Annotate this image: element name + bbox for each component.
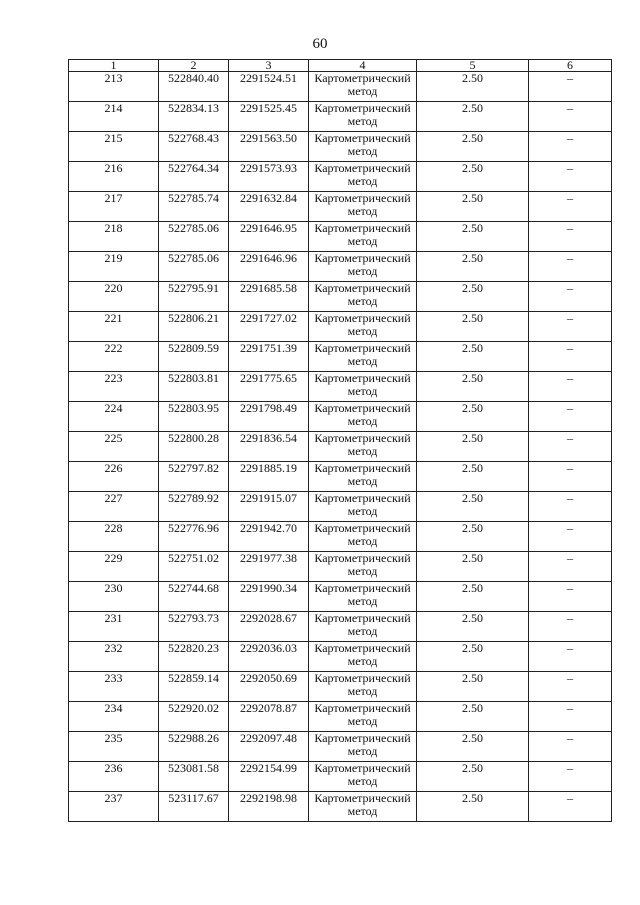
- column-header: 4: [309, 60, 417, 72]
- method-cell: Картометрический метод: [309, 162, 417, 192]
- note-cell: –: [529, 132, 612, 162]
- method-cell: Картометрический метод: [309, 762, 417, 792]
- table-row: [69, 282, 612, 312]
- table-body: [69, 72, 612, 822]
- table-row: [69, 702, 612, 732]
- coordinate-y-cell: 2291573.93: [229, 162, 309, 192]
- coordinate-y-cell: 2292036.03: [229, 642, 309, 672]
- method-cell: Картометрический метод: [309, 492, 417, 522]
- coordinate-x-cell: 522793.73: [159, 612, 229, 642]
- point-number-cell: 235: [69, 732, 159, 762]
- coordinate-x-cell: 522751.02: [159, 552, 229, 582]
- coordinate-y-cell: 2292028.67: [229, 612, 309, 642]
- coordinate-y-cell: 2291632.84: [229, 192, 309, 222]
- coordinate-y-cell: 2291836.54: [229, 432, 309, 462]
- coordinate-y-cell: 2291942.70: [229, 522, 309, 552]
- method-cell: Картометрический метод: [309, 282, 417, 312]
- note-cell: –: [529, 72, 612, 102]
- coordinate-x-cell: 522834.13: [159, 102, 229, 132]
- page-number: 60: [312, 36, 328, 52]
- table-row: [69, 432, 612, 462]
- table-row: [69, 252, 612, 282]
- method-cell: Картометрический метод: [309, 462, 417, 492]
- coordinate-x-cell: 522803.95: [159, 402, 229, 432]
- accuracy-cell: 2.50: [417, 342, 529, 372]
- accuracy-cell: 2.50: [417, 252, 529, 282]
- accuracy-cell: 2.50: [417, 132, 529, 162]
- table-row: [69, 732, 612, 762]
- point-number-cell: 236: [69, 762, 159, 792]
- point-number-cell: 233: [69, 672, 159, 702]
- table-row: [69, 132, 612, 162]
- point-number-cell: 220: [69, 282, 159, 312]
- method-cell: Картометрический метод: [309, 402, 417, 432]
- point-number-cell: 228: [69, 522, 159, 552]
- note-cell: –: [529, 582, 612, 612]
- point-number-cell: 219: [69, 252, 159, 282]
- coordinate-x-cell: 522768.43: [159, 132, 229, 162]
- method-cell: Картометрический метод: [309, 612, 417, 642]
- point-number-cell: 221: [69, 312, 159, 342]
- table-row: [69, 522, 612, 552]
- coordinate-y-cell: 2291646.96: [229, 252, 309, 282]
- coordinate-x-cell: 522920.02: [159, 702, 229, 732]
- point-number-cell: 222: [69, 342, 159, 372]
- column-header: 5: [417, 60, 529, 72]
- note-cell: –: [529, 342, 612, 372]
- table-row: [69, 312, 612, 342]
- table-row: [69, 342, 612, 372]
- table-row: [69, 762, 612, 792]
- point-number-cell: 230: [69, 582, 159, 612]
- method-cell: Картометрический метод: [309, 522, 417, 552]
- note-cell: –: [529, 642, 612, 672]
- coordinate-y-cell: 2291990.34: [229, 582, 309, 612]
- method-cell: Картометрический метод: [309, 732, 417, 762]
- coordinate-x-cell: 522795.91: [159, 282, 229, 312]
- point-number-cell: 217: [69, 192, 159, 222]
- note-cell: –: [529, 252, 612, 282]
- table-row: [69, 642, 612, 672]
- accuracy-cell: 2.50: [417, 162, 529, 192]
- method-cell: Картометрический метод: [309, 672, 417, 702]
- coordinate-y-cell: 2291646.95: [229, 222, 309, 252]
- note-cell: –: [529, 702, 612, 732]
- point-number-cell: 227: [69, 492, 159, 522]
- coordinate-y-cell: 2292078.87: [229, 702, 309, 732]
- accuracy-cell: 2.50: [417, 552, 529, 582]
- coordinates-table: [68, 59, 612, 822]
- table-row: [69, 222, 612, 252]
- coordinate-x-cell: 522744.68: [159, 582, 229, 612]
- column-header: 3: [229, 60, 309, 72]
- coordinate-x-cell: 522785.74: [159, 192, 229, 222]
- method-cell: Картометрический метод: [309, 222, 417, 252]
- accuracy-cell: 2.50: [417, 432, 529, 462]
- coordinate-x-cell: 523117.67: [159, 792, 229, 822]
- note-cell: –: [529, 732, 612, 762]
- coordinate-y-cell: 2292050.69: [229, 672, 309, 702]
- coordinate-y-cell: 2291915.07: [229, 492, 309, 522]
- accuracy-cell: 2.50: [417, 282, 529, 312]
- coordinate-y-cell: 2291751.39: [229, 342, 309, 372]
- coordinate-y-cell: 2291563.50: [229, 132, 309, 162]
- method-cell: Картометрический метод: [309, 702, 417, 732]
- point-number-cell: 226: [69, 462, 159, 492]
- accuracy-cell: 2.50: [417, 462, 529, 492]
- table-row: [69, 372, 612, 402]
- note-cell: –: [529, 222, 612, 252]
- note-cell: –: [529, 432, 612, 462]
- coordinate-y-cell: 2291885.19: [229, 462, 309, 492]
- coordinate-x-cell: 522988.26: [159, 732, 229, 762]
- table-row: [69, 612, 612, 642]
- method-cell: Картометрический метод: [309, 372, 417, 402]
- table-row: [69, 552, 612, 582]
- note-cell: –: [529, 102, 612, 132]
- coordinate-x-cell: 522797.82: [159, 462, 229, 492]
- header-row: [69, 60, 612, 72]
- point-number-cell: 213: [69, 72, 159, 102]
- method-cell: Картометрический метод: [309, 432, 417, 462]
- note-cell: –: [529, 192, 612, 222]
- note-cell: –: [529, 612, 612, 642]
- method-cell: Картометрический метод: [309, 132, 417, 162]
- coordinate-x-cell: 523081.58: [159, 762, 229, 792]
- accuracy-cell: 2.50: [417, 522, 529, 552]
- coordinate-y-cell: 2291524.51: [229, 72, 309, 102]
- accuracy-cell: 2.50: [417, 582, 529, 612]
- accuracy-cell: 2.50: [417, 642, 529, 672]
- accuracy-cell: 2.50: [417, 492, 529, 522]
- method-cell: Картометрический метод: [309, 72, 417, 102]
- method-cell: Картометрический метод: [309, 252, 417, 282]
- coordinate-y-cell: 2292097.48: [229, 732, 309, 762]
- note-cell: –: [529, 492, 612, 522]
- coordinate-x-cell: 522776.96: [159, 522, 229, 552]
- accuracy-cell: 2.50: [417, 792, 529, 822]
- table-row: [69, 492, 612, 522]
- coordinate-x-cell: 522809.59: [159, 342, 229, 372]
- point-number-cell: 231: [69, 612, 159, 642]
- note-cell: –: [529, 282, 612, 312]
- point-number-cell: 224: [69, 402, 159, 432]
- point-number-cell: 237: [69, 792, 159, 822]
- note-cell: –: [529, 312, 612, 342]
- note-cell: –: [529, 792, 612, 822]
- coordinate-y-cell: 2291727.02: [229, 312, 309, 342]
- accuracy-cell: 2.50: [417, 732, 529, 762]
- coordinate-y-cell: 2292154.99: [229, 762, 309, 792]
- point-number-cell: 216: [69, 162, 159, 192]
- table-row: [69, 582, 612, 612]
- coordinate-x-cell: 522785.06: [159, 252, 229, 282]
- accuracy-cell: 2.50: [417, 402, 529, 432]
- accuracy-cell: 2.50: [417, 102, 529, 132]
- accuracy-cell: 2.50: [417, 222, 529, 252]
- point-number-cell: 214: [69, 102, 159, 132]
- accuracy-cell: 2.50: [417, 612, 529, 642]
- method-cell: Картометрический метод: [309, 102, 417, 132]
- note-cell: –: [529, 162, 612, 192]
- note-cell: –: [529, 672, 612, 702]
- coordinate-x-cell: 522820.23: [159, 642, 229, 672]
- table-row: [69, 192, 612, 222]
- accuracy-cell: 2.50: [417, 762, 529, 792]
- coordinate-x-cell: 522789.92: [159, 492, 229, 522]
- accuracy-cell: 2.50: [417, 672, 529, 702]
- table-row: [69, 162, 612, 192]
- method-cell: Картометрический метод: [309, 342, 417, 372]
- accuracy-cell: 2.50: [417, 702, 529, 732]
- note-cell: –: [529, 522, 612, 552]
- table-row: [69, 402, 612, 432]
- point-number-cell: 218: [69, 222, 159, 252]
- point-number-cell: 234: [69, 702, 159, 732]
- coordinate-x-cell: 522840.40: [159, 72, 229, 102]
- method-cell: Картометрический метод: [309, 792, 417, 822]
- coordinate-y-cell: 2291525.45: [229, 102, 309, 132]
- point-number-cell: 229: [69, 552, 159, 582]
- accuracy-cell: 2.50: [417, 312, 529, 342]
- coordinate-y-cell: 2291775.65: [229, 372, 309, 402]
- table-row: [69, 792, 612, 822]
- table-row: [69, 102, 612, 132]
- coordinate-x-cell: 522859.14: [159, 672, 229, 702]
- point-number-cell: 223: [69, 372, 159, 402]
- table-row: [69, 462, 612, 492]
- point-number-cell: 232: [69, 642, 159, 672]
- method-cell: Картометрический метод: [309, 642, 417, 672]
- coordinate-x-cell: 522806.21: [159, 312, 229, 342]
- method-cell: Картометрический метод: [309, 552, 417, 582]
- table-row: [69, 72, 612, 102]
- column-header: 1: [69, 60, 159, 72]
- coordinate-y-cell: 2291685.58: [229, 282, 309, 312]
- coordinate-x-cell: 522785.06: [159, 222, 229, 252]
- accuracy-cell: 2.50: [417, 372, 529, 402]
- point-number-cell: 215: [69, 132, 159, 162]
- note-cell: –: [529, 372, 612, 402]
- accuracy-cell: 2.50: [417, 192, 529, 222]
- note-cell: –: [529, 402, 612, 432]
- coordinate-x-cell: 522800.28: [159, 432, 229, 462]
- note-cell: –: [529, 552, 612, 582]
- coordinate-y-cell: 2291798.49: [229, 402, 309, 432]
- column-header: 6: [529, 60, 612, 72]
- coordinate-x-cell: 522764.34: [159, 162, 229, 192]
- coordinate-y-cell: 2292198.98: [229, 792, 309, 822]
- table-header: [69, 60, 612, 72]
- accuracy-cell: 2.50: [417, 72, 529, 102]
- method-cell: Картометрический метод: [309, 192, 417, 222]
- table-row: [69, 672, 612, 702]
- column-header: 2: [159, 60, 229, 72]
- note-cell: –: [529, 462, 612, 492]
- coordinate-x-cell: 522803.81: [159, 372, 229, 402]
- point-number-cell: 225: [69, 432, 159, 462]
- note-cell: –: [529, 762, 612, 792]
- coordinate-y-cell: 2291977.38: [229, 552, 309, 582]
- method-cell: Картометрический метод: [309, 582, 417, 612]
- method-cell: Картометрический метод: [309, 312, 417, 342]
